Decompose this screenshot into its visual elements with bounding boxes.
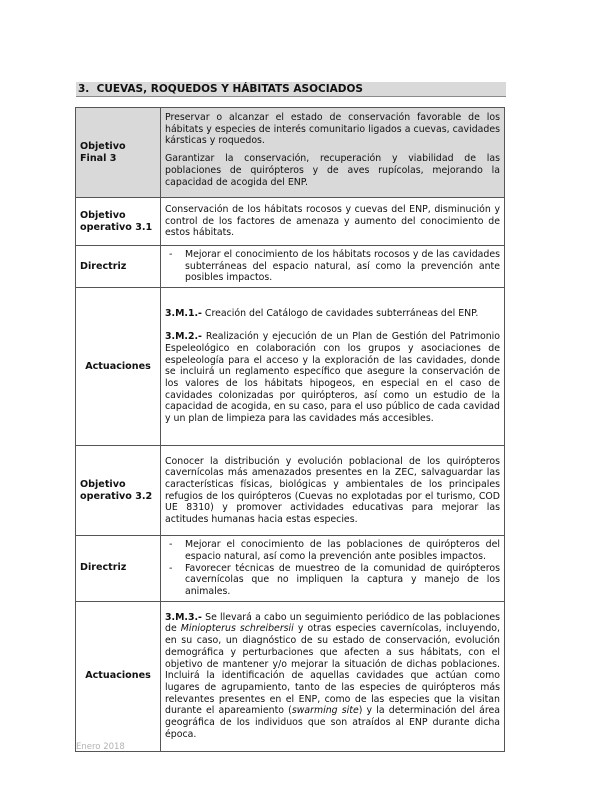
- actuacion-3-m-1: [165, 308, 500, 320]
- table-row-actuaciones-2: [76, 601, 505, 751]
- actuacion-text: Creación del Catálogo de cavidades subterráneas del ENP.: [201, 308, 479, 320]
- actuacion-text: Realización y ejecución de un Plan de Gestión del Patrimonio Espeleológico en colaboración con los grupos y asociaciones de espeleología para el acceso y la exploración de las cavidades, donde se incluirá un reglamento específico que asegure la conservación de los valores de los hábitats hipogeos, en especial en el caso de cavidades colonizadas por quirópteros, así como un estudio de la capacidad de acogida, en su caso, para el uso público de cada cavidad y un plan de limpieza para las cavidades más accesibles.: [165, 331, 500, 425]
- actuaciones-2-content: [161, 601, 505, 751]
- actuacion-text-part: ) y la determinación del área geográfica de los individuos que son atraídos al ENP durante dicha época.: [165, 705, 500, 740]
- species-name: Miniopterus schreibersii: [180, 623, 294, 635]
- list-item: - Favorecer técnicas de muestreo de la comunidad de quirópteros cavernícolas que no impliquen la captura y manejo de los animales.: [165, 563, 500, 598]
- objetivo-final-paragraph-1: Preservar o alcanzar el estado de conservación favorable de los hábitats y especies de interés comunitario ligados a cuevas, cavidades kársticas y roquedos.: [165, 112, 500, 147]
- label-line: operativo 3.1: [80, 221, 153, 233]
- label-line: operativo 3.2: [80, 490, 153, 502]
- objetivo-final-paragraph-2: Garantizar la conservación, recuperación y viabilidad de las poblaciones de quirópteros y de aves rupícolas, mejorando la capacidad de acogida del ENP.: [165, 153, 500, 188]
- actuacion-text-part: y otras especies cavernícolas, incluyendo, en su caso, un diagnóstico de su estado de conservación, evolución demográfica y perturbaciones que afecten a sus hábitats, con el objetivo de mantener y/o mejorar la situación de dichas poblaciones. Incluirá la identificación de aquellas cavidades que actúan como lugares de agrupamiento, tanto de las especies de quirópteros más relevantes presentes en el ENP, como de las especies que la visitan durante el apareamiento (: [165, 623, 500, 717]
- objetivo-final-label: [76, 108, 161, 198]
- footer-date: Enero 2018: [76, 742, 125, 752]
- objetivo-final-content: [161, 108, 505, 198]
- actuacion-3-m-2: [165, 331, 500, 425]
- label-line: Final 3: [80, 152, 117, 164]
- actuaciones-1-label: Actuaciones: [76, 288, 161, 446]
- swarming-site-term: swarming site: [291, 705, 359, 717]
- section-number: 3.: [78, 83, 90, 95]
- table-row-directriz-2: [76, 536, 505, 602]
- actuacion-code: 3.M.2.-: [165, 331, 202, 343]
- objetivo-3-2-label: [76, 446, 161, 536]
- label-line: Objetivo: [80, 140, 126, 152]
- section-title-text: CUEVAS, ROQUEDOS Y HÁBITATS ASOCIADOS: [96, 83, 363, 95]
- list-item: - Mejorar el conocimiento de los hábitats rocosos y de las cavidades subterráneas del espacio natural, así como la prevención ante posibles impactos.: [165, 249, 500, 284]
- directriz-1-list: [165, 249, 500, 284]
- section-title: [76, 82, 506, 97]
- objetivo-3-1-text: Conservación de los hábitats rocosos y cuevas del ENP, disminución y control de los factores de amenaza y aumento del conocimiento de estos hábitats.: [161, 198, 505, 246]
- table-row-directriz-1: [76, 246, 505, 288]
- actuaciones-2-label: Actuaciones: [76, 601, 161, 751]
- actuacion-code: 3.M.1.-: [165, 308, 202, 320]
- actuacion-code: 3.M.3.-: [165, 611, 202, 623]
- actuacion-text-part: Se llevará a cabo un seguimiento periódico de las poblaciones de: [165, 611, 500, 635]
- table-row-actuaciones-1: [76, 288, 505, 446]
- objetivo-3-1-label: [76, 198, 161, 246]
- list-item: - Mejorar el conocimiento de las poblaciones de quirópteros del espacio natural, así como la prevención ante posibles impactos.: [165, 539, 500, 562]
- directriz-1-label: Directriz: [76, 246, 161, 288]
- directriz-1-content: [161, 246, 505, 288]
- directriz-2-content: [161, 536, 505, 602]
- objetivo-3-2-text: Conocer la distribución y evolución poblacional de los quirópteros cavernícolas más amenazados presentes en la ZEC, salvaguardar las características físicas, biológicas y ambientales de los principales refugios de los quirópteros (Cuevas no explotadas por el turismo, COD UE 8310) y promover actividades educativas para mejorar las actitudes humanas hacia estas especies.: [161, 446, 505, 536]
- objectives-table: [75, 107, 505, 752]
- table-row-objetivo-3-2: [76, 446, 505, 536]
- label-line: Objetivo: [80, 478, 126, 490]
- actuaciones-1-content: [161, 288, 505, 446]
- table-row-objetivo-3-1: [76, 198, 505, 246]
- label-line: Objetivo: [80, 209, 126, 221]
- directriz-2-list: [165, 539, 500, 598]
- directriz-2-label: Directriz: [76, 536, 161, 602]
- table-row-objetivo-final: [76, 108, 505, 198]
- actuacion-3-m-3: [165, 612, 500, 741]
